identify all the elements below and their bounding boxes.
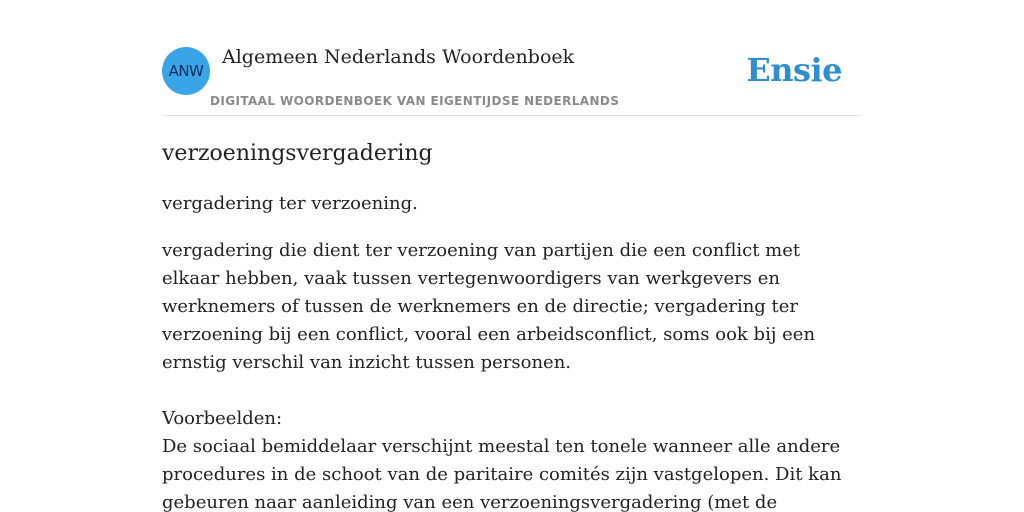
site-header [162,46,862,116]
headword: verzoeningsvergadering [162,141,433,166]
long-definition: vergadering die dient ter verzoening van partijen die een conflict met elkaar hebben, vaak tussen vertegenwoordigers van werkgevers en werknemers of tussen de werknemers en de directie; vergadering ter verzoening bij een conflict, vooral een arbeidsconflict, soms ook bij een ernstig verschil van inzicht tussen personen. [162,240,816,373]
short-definition: vergadering ter verzoening. [162,193,418,214]
examples-label: Voorbeelden: [162,408,283,429]
ensie-logo[interactable]: Ensie [746,51,842,89]
site-subtitle: DIGITAAL WOORDENBOEK VAN EIGENTIJDSE NEDERLANDS [210,94,620,108]
site-title[interactable]: Algemeen Nederlands Woordenboek [222,46,575,68]
example-sentence: De sociaal bemiddelaar verschijnt meestal ten tonele wanneer alle andere procedures in de schoot van de paritaire comités zijn vastgelopen. Dit kan gebeuren naar aanleiding van een verzoeningsvergadering (met de [162,436,842,512]
entry-content [162,138,862,512]
logo-text: ANW [168,62,204,80]
anw-logo[interactable] [162,47,210,95]
